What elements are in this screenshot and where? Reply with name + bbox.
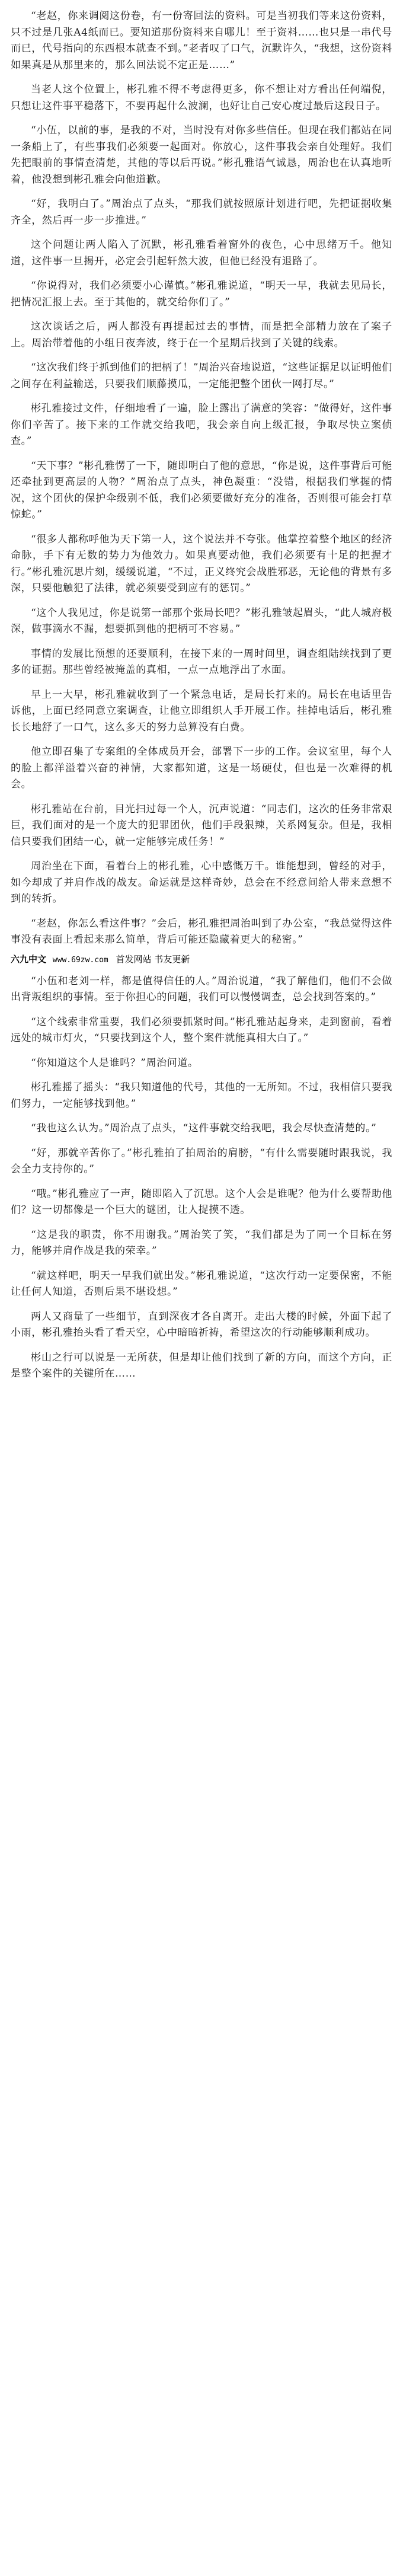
paragraph: 这个问题让两人陷入了沉默，彬孔雅看着窗外的夜色，心中思绪万千。他知道，这件事一旦揭开，必定会引起轩然大波，但他已经没有退路了。: [11, 239, 392, 267]
paragraph: “这次我们终于抓到他们的把柄了！”周治兴奋地说道，“这些证据足以证明他们之间存在利益输送，只要我们顺藤摸瓜，一定能把整个团伙一网打尽。”: [11, 362, 392, 390]
paragraph: “老赵，你怎么看这件事？”会后，彬孔雅把周治叫到了办公室，“我总觉得这件事没有表面上看起来那么简单，背后可能还隐藏着更大的秘密。”: [11, 917, 392, 946]
paragraph: 彬孔雅站在台前，目光扫过每一个人，沉声说道：“同志们，这次的任务非常艰巨，我们面对的是一个庞大的犯罪团伙，他们手段狠辣，关系网复杂。但是，我相信只要我们团结一心，就一定能够完成任务！”: [11, 803, 392, 848]
paragraph: 彬山之行可以说是一无所获，但是却让他们找到了新的方向，而这个方向，正是整个案件的关键所在……: [11, 1351, 392, 1380]
paragraph: “这个人我见过，你是说第一部那个张局长吧？”彬孔雅皱起眉头，“此人城府极深，做事滴水不漏，想要抓到他的把柄可不容易。”: [11, 607, 392, 635]
paragraph: “这个线索非常重要，我们必须要抓紧时间。”彬孔雅站起身来，走到窗前，看着远处的城市灯火，“只要找到这个人，整个案件就能真相大白了。”: [11, 1016, 392, 1044]
paragraph: “就这样吧，明天一早我们就出发。”彬孔雅说道，“这次行动一定要保密，不能让任何人知道，否则后果不堪设想。”: [11, 1269, 392, 1298]
paragraph: “老赵，你来调阅这份卷，有一份寄回法的资料。可是当初我们等来这份资料，只不过是几张A4纸而已。要知道那份资料来自哪儿！至于资料……也只是一串代号而已，代号指向的东西根本就查不到。”老者叹了口气，沉默许久，“我想，这份资料如果真是从那里来的，那么回法说不定正是……”: [11, 10, 392, 71]
paragraph: 当老人这个位置上，彬孔雅不得不考虑得更多，你不想让对方看出任何端倪，只想让这件事平稳落下，不要再起什么波澜，也好让自己安心度过最后这段日子。: [11, 84, 392, 112]
paragraph: “哦。”彬孔雅应了一声，随即陷入了沉思。这个人会是谁呢？他为什么要帮助他们？这一切都像是一个巨大的谜团，让人捉摸不透。: [11, 1188, 392, 1216]
watermark-url: www.69zw.com: [52, 955, 108, 965]
site-watermark: [11, 953, 392, 966]
paragraph: “天下事？”彬孔雅愣了一下，随即明白了他的意思，“你是说，这件事背后可能还牵扯到更高层的人物？”周治点了点头，神色凝重：“没错，根据我们掌握的情况，这个团伙的保护伞级别不低，我们必须要做好充分的准备，否则很可能会打草惊蛇。”: [11, 459, 392, 521]
paragraph: “很多人都称呼他为天下第一人，这个说法并不夸张。他掌控着整个地区的经济命脉，手下有无数的势力为他效力。如果真要动他，我们必须要有十足的把握才行。”彬孔雅沉思片刻，缓缓说道，“不过，正义终究会战胜邪恶，无论他的背景有多深，只要他触犯了法律，就必须要受到应有的惩罚。”: [11, 533, 392, 594]
paragraph: “我也这么认为。”周治点了点头，“这件事就交给我吧，我会尽快查清楚的。”: [31, 1122, 377, 1134]
paragraph: 事情的发展比预想的还要顺利，在接下来的一周时间里，调查组陆续找到了更多的证据。那些曾经被掩盖的真相，一点一点地浮出了水面。: [11, 647, 392, 676]
paragraph: 两人又商量了一些细节，直到深夜才各自离开。走出大楼的时候，外面下起了小雨，彬孔雅抬头看了看天空，心中暗暗祈祷，希望这次的行动能够顺利成功。: [11, 1310, 392, 1339]
paragraph: “你知道这个人是谁吗？”周治问道。: [31, 1056, 199, 1069]
paragraph: 这次谈话之后，两人都没有再提起过去的事情，而是把全部精力放在了案子上。周治带着他的小组日夜奔波，终于在一个星期后找到了关键的线索。: [11, 321, 392, 349]
paragraph: “好，那就辛苦你了。”彬孔雅拍了拍周治的肩膀，“有什么需要随时跟我说，我会全力支持你的。”: [11, 1147, 392, 1175]
paragraph: “好，我明白了。”周治点了点头，“那我们就按照原计划进行吧，先把证据收集齐全，然后再一步一步推进。”: [11, 198, 392, 226]
watermark-brand: 六九中文: [11, 953, 47, 965]
paragraph: “小伍和老刘一样，都是值得信任的人。”周治说道，“我了解他们，他们不会做出背叛组织的事情。至于你担心的问题，我们可以慢慢调查，总会找到答案的。”: [11, 975, 392, 1003]
paragraph: “小伍，以前的事，是我的不对，当时没有对你多些信任。但现在我们都站在同一条船上了，有些事我们必须要一起面对。你放心，这件事我会亲自处理好。我们先把眼前的事情查清楚，其他的等以后再说。”彬孔雅语气诚恳，周治也在认真地听着，他没想到彬孔雅会向他道歉。: [11, 125, 392, 186]
watermark-tagline: 首发网站 书友更新: [116, 953, 190, 965]
paragraph: “你说得对，我们必须要小心谨慎。”彬孔雅说道，“明天一早，我就去见局长，把情况汇报上去。至于其他的，就交给你们了。”: [11, 280, 392, 308]
paragraph: 他立即召集了专案组的全体成员开会，部署下一步的工作。会议室里，每个人的脸上都洋溢着兴奋的神情，大家都知道，这是一场硬仗，但也是一次难得的机会。: [11, 746, 392, 790]
paragraph: 周治坐在下面，看着台上的彬孔雅，心中感慨万千。谁能想到，曾经的对手，如今却成了并肩作战的战友。命运就是这样奇妙，总会在不经意间给人带来意想不到的转折。: [11, 860, 392, 905]
paragraph: “这是我的职责，你不用谢我。”周治笑了笑，“我们都是为了同一个目标在努力，能够并肩作战是我的荣幸。”: [11, 1228, 392, 1257]
paragraph: 早上一大早，彬孔雅就收到了一个紧急电话，是局长打来的。局长在电话里告诉他，上面已经同意立案调查，让他立即组织人手开展工作。挂掉电话后，彬孔雅长长地舒了一口气，这么多天的努力总算没有白费。: [11, 688, 392, 733]
paragraph: 彬孔雅摇了摇头：“我只知道他的代号，其他的一无所知。不过，我相信只要我们努力，一定能够找到他。”: [11, 1081, 392, 1110]
paragraph: 彬孔雅接过文件，仔细地看了一遍，脸上露出了满意的笑容：“做得好，这件事你们辛苦了。接下来的工作就交给我吧，我会亲自向上级汇报，争取尽快立案侦查。”: [11, 403, 392, 447]
